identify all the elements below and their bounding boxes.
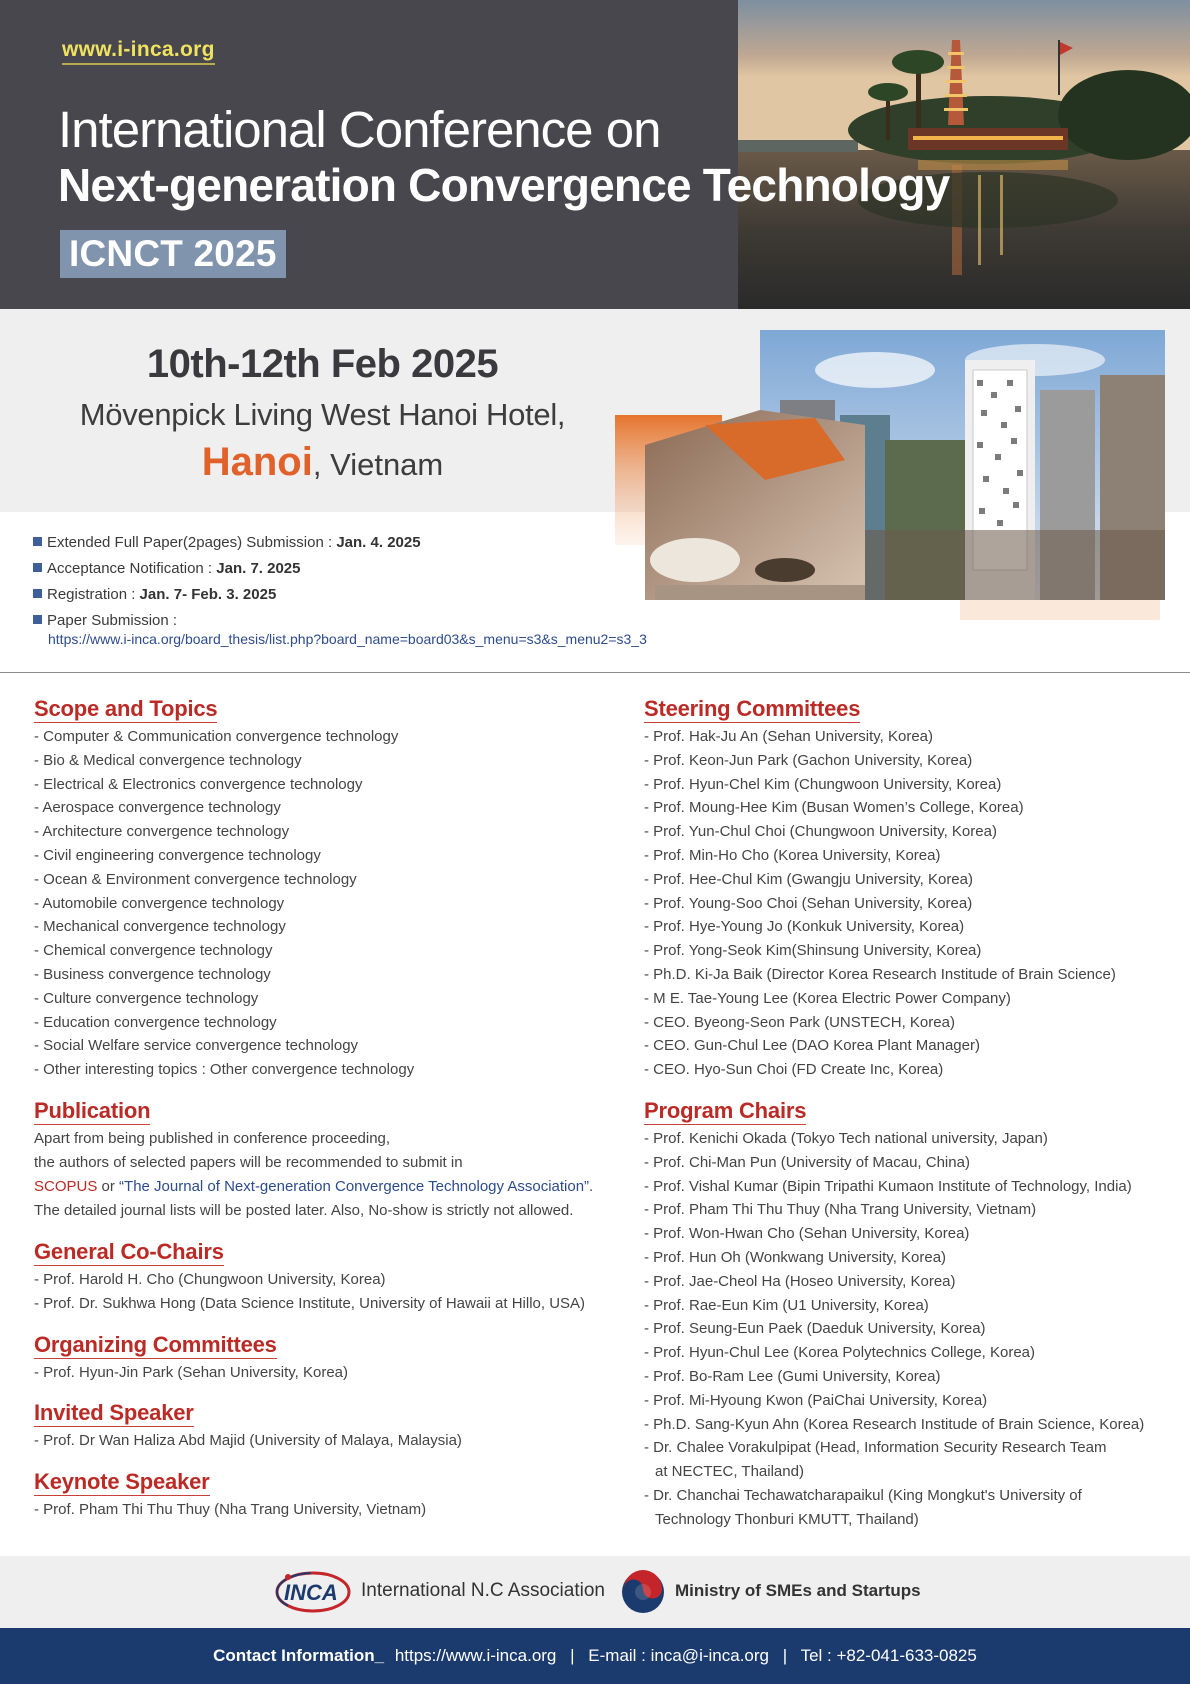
svg-text:INCA: INCA: [284, 1580, 338, 1605]
scope-section: [34, 696, 624, 1082]
bullet-square-icon: [33, 589, 42, 598]
program-chairs-list: [644, 1127, 1184, 1532]
invited-speaker-list: [34, 1429, 624, 1453]
list-item: - Computer & Communication convergence technology: [34, 728, 399, 745]
publication-text: The detailed journal lists will be posted later. Also, No-show is strictly not allowed.: [34, 1201, 574, 1219]
list-item: - Prof. Rae-Eun Kim (U1 University, Korea): [644, 1296, 929, 1314]
ministry-logo-icon: [620, 1569, 666, 1615]
list-item: - Prof. Hee-Chul Kim (Gwangju University, Korea): [644, 870, 973, 888]
deadline-item: Paper Submission :: [33, 608, 421, 634]
list-item: - Prof. Young-Soo Choi (Sehan University, Korea): [644, 894, 973, 912]
publication-section: [34, 1098, 624, 1223]
list-item: - Ph.D. Ki-Ja Baik (Director Korea Research Institude of Brain Science): [644, 965, 1116, 983]
list-item: - Prof. Hye-Young Jo (Konkuk University, Korea): [644, 918, 965, 936]
list-item: - Prof. Keon-Jun Park (Gachon University, Korea): [644, 751, 973, 769]
contact-website-link[interactable]: https://www.i-inca.org: [394, 1646, 557, 1665]
section-divider: [0, 672, 1190, 673]
general-cochairs-title: General Co-Chairs: [34, 1238, 224, 1264]
keynote-speaker-list: [34, 1498, 624, 1522]
list-item: - Prof. Dr. Sukhwa Hong (Data Science Institute, University of Hawaii at Hillo, USA): [34, 1294, 586, 1312]
journal-name: “The Journal of Next-generation Convergence Technology Association”: [119, 1177, 590, 1195]
list-item: - Electrical & Electronics convergence technology: [34, 775, 363, 793]
bullet-square-icon: [33, 615, 42, 624]
general-cochairs-section: [34, 1239, 624, 1316]
list-item: - Automobile convergence technology: [34, 894, 285, 912]
bullet-square-icon: [33, 563, 42, 572]
list-item: - Prof. Pham Thi Thu Thuy (Nha Trang University, Vietnam): [644, 1201, 1037, 1219]
left-column: [34, 696, 624, 1538]
list-item: - Dr. Chanchai Techawatcharapaikul (King Mongkut's University of Technology Thonburi KMUTT, Thailand): [644, 1486, 1082, 1528]
list-item: - Prof. Harold H. Cho (Chungwoon University, Korea): [34, 1270, 386, 1288]
list-item: - Prof. Hak-Ju An (Sehan University, Korea): [644, 728, 933, 745]
contact-email-link[interactable]: E-mail : inca@i-inca.org: [588, 1646, 769, 1665]
hotel-photo-collage: [615, 330, 1165, 630]
conference-title-line1: International Conference on: [58, 101, 661, 158]
ministry-name: Ministry of SMEs and Startups: [675, 1581, 921, 1600]
scope-title: Scope and Topics: [34, 696, 218, 721]
contact-bar: [0, 1628, 1190, 1684]
list-item: - Prof. Yun-Chul Choi (Chungwoon University, Korea): [644, 823, 997, 841]
publication-text: Apart from being published in conference proceeding,: [34, 1129, 391, 1147]
sponsor-logos-bar: [0, 1556, 1190, 1628]
separator: |: [570, 1646, 575, 1665]
keynote-speaker-title: Keynote Speaker: [34, 1469, 210, 1495]
program-chairs-title: Program Chairs: [644, 1097, 807, 1123]
scopus-label: SCOPUS: [34, 1177, 98, 1195]
website-url[interactable]: www.i-inca.org: [62, 38, 215, 65]
invited-speaker-section: [34, 1400, 624, 1453]
deadline-item: Acceptance Notification : Jan. 7. 2025: [33, 556, 421, 582]
list-item: - Prof. Pham Thi Thu Thuy (Nha Trang University, Vietnam): [34, 1501, 427, 1519]
list-item: - M E. Tae-Young Lee (Korea Electric Power Company): [644, 989, 1011, 1007]
general-cochairs-list: [34, 1268, 624, 1316]
list-item: - Prof. Won-Hwan Cho (Sehan University, Korea): [644, 1225, 970, 1243]
list-item: - CEO. Hyo-Sun Choi (FD Create Inc, Korea): [644, 1061, 944, 1079]
event-venue: Mövenpick Living West Hanoi Hotel,: [79, 397, 566, 432]
list-item: - Prof. Kenichi Okada (Tokyo Tech national university, Japan): [644, 1129, 1048, 1147]
organizing-list: [34, 1361, 624, 1385]
list-item: - Ph.D. Sang-Kyun Ahn (Korea Research Institude of Brain Science, Korea): [644, 1415, 1145, 1433]
invited-speaker-title: Invited Speaker: [34, 1400, 194, 1426]
publication-text: the authors of selected papers will be recommended to submit in: [34, 1153, 463, 1171]
list-item: - Business convergence technology: [34, 965, 271, 983]
list-item: - Prof. Vishal Kumar (Bipin Tripathi Kumaon Institute of Technology, India): [644, 1177, 1132, 1195]
list-item: - CEO. Gun-Chul Lee (DAO Korea Plant Manager): [644, 1037, 980, 1055]
inca-logo-icon: [275, 1569, 353, 1615]
paper-submission-link[interactable]: https://www.i-inca.org/board_thesis/list.php?board_name=board03&s_menu=s3&s_menu2=s3_3: [48, 631, 647, 647]
bullet-square-icon: [33, 537, 42, 546]
steering-list: [644, 725, 1184, 1082]
organizing-section: [34, 1332, 624, 1385]
list-item: - Education convergence technology: [34, 1013, 277, 1031]
list-item: - Culture convergence technology: [34, 989, 259, 1007]
conference-title-line2: Next-generation Convergence Technology: [58, 159, 950, 211]
list-item: - Dr. Chalee Vorakulpipat (Head, Information Security Research Team at NECTEC, Thailand): [644, 1439, 1107, 1481]
list-item: - Other interesting topics : Other convergence technology: [34, 1061, 415, 1079]
list-item: - Prof. Min-Ho Cho (Korea University, Korea): [644, 846, 941, 864]
list-item: - Prof. Mi-Hyoung Kwon (PaiChai University, Korea): [644, 1391, 988, 1409]
list-item: - Civil engineering convergence technology: [34, 846, 321, 864]
list-item: - Prof. Hyun-Jin Park (Sehan University, Korea): [34, 1363, 348, 1381]
list-item: - Prof. Dr Wan Haliza Abd Majid (University of Malaya, Malaysia): [34, 1432, 462, 1450]
list-item: - Bio & Medical convergence technology: [34, 751, 302, 769]
inca-name: International N.C Association: [361, 1580, 605, 1601]
list-item: - Prof. Hun Oh (Wonkwang University, Korea): [644, 1248, 947, 1266]
organizing-title: Organizing Committees: [34, 1331, 277, 1357]
list-item: - Mechanical convergence technology: [34, 918, 286, 936]
list-item: - Prof. Moung-Hee Kim (Busan Women’s College, Korea): [644, 799, 1024, 817]
list-item: - CEO. Byeong-Seon Park (UNSTECH, Korea): [644, 1013, 955, 1031]
deadline-item: Extended Full Paper(2pages) Submission : Jan. 4. 2025: [33, 530, 421, 556]
event-country: , Vietnam: [312, 447, 444, 482]
separator: |: [782, 1646, 788, 1665]
list-item: - Architecture convergence technology: [34, 823, 290, 841]
list-item: - Prof. Jae-Cheol Ha (Hoseo University, Korea): [644, 1272, 956, 1290]
program-chairs-section: [644, 1098, 1184, 1532]
list-item: - Ocean & Environment convergence technology: [34, 870, 357, 888]
scope-list: [34, 725, 624, 1082]
event-date: 10th-12th Feb 2025: [146, 342, 499, 386]
list-item: - Prof. Chi-Man Pun (University of Macau, China): [644, 1153, 970, 1171]
publication-title: Publication: [34, 1097, 151, 1123]
event-city: Hanoi: [201, 440, 313, 484]
conference-acronym-badge: ICNCT 2025: [60, 230, 286, 278]
list-item: - Aerospace convergence technology: [34, 799, 281, 817]
list-item: - Prof. Hyun-Chel Kim (Chungwoon University, Korea): [644, 775, 1002, 793]
list-item: - Prof. Yong-Seok Kim(Shinsung University, Korea): [644, 942, 982, 960]
list-item: - Prof. Seung-Eun Paek (Daeduk University, Korea): [644, 1320, 986, 1338]
publication-text: SCOPUS or “The Journal of Next-generation Convergence Technology Association”.: [34, 1177, 594, 1195]
right-column: [644, 696, 1184, 1548]
list-item: - Social Welfare service convergence technology: [34, 1037, 359, 1055]
deadline-item: Registration : Jan. 7- Feb. 3. 2025: [33, 582, 421, 608]
steering-section: [644, 696, 1184, 1082]
list-item: - Prof. Hyun-Chul Lee (Korea Polytechnics College, Korea): [644, 1344, 1036, 1362]
list-item: - Prof. Bo-Ram Lee (Gumi University, Korea): [644, 1367, 941, 1385]
contact-label: Contact Information_: [213, 1646, 385, 1665]
pagoda-lake-photo: [738, 0, 1190, 309]
event-location: [0, 440, 645, 485]
contact-phone: Tel : +82-041-633-0825: [800, 1646, 977, 1665]
header-banner: [0, 0, 1190, 309]
steering-title: Steering Committees: [644, 696, 861, 721]
list-item: - Chemical convergence technology: [34, 942, 273, 960]
keynote-speaker-section: [34, 1469, 624, 1522]
important-dates-list: [33, 530, 421, 634]
